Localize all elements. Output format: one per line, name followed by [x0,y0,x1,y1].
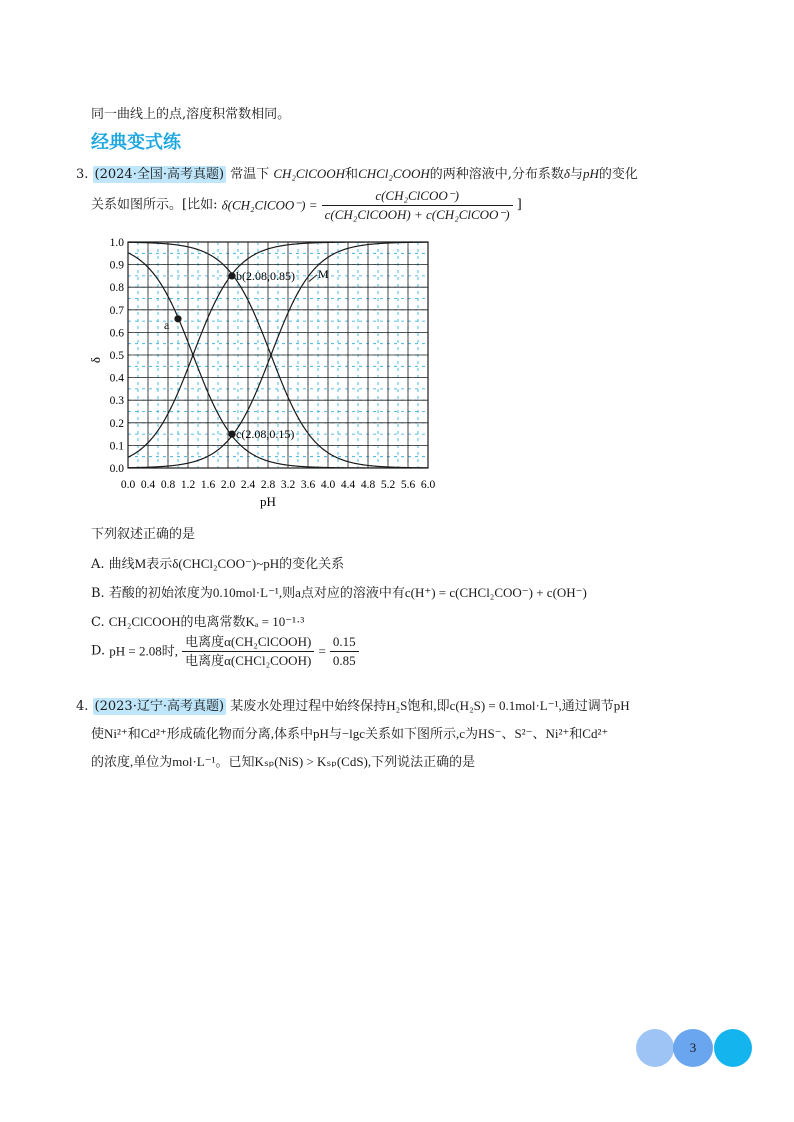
value-numerator: 0.15 [330,633,359,652]
y-axis-label: δ [88,356,103,364]
distribution-chart [88,230,450,515]
option-text: CH₂ClCOOH的电离常数Kₐ = 10⁻¹·³ [108,614,305,629]
y-tick-labels [110,237,125,475]
option-letter: B. [91,586,105,601]
option-letter: A. [91,557,105,572]
y-tick-label: 0.2 [109,417,124,430]
delta-symbol: δ [563,166,570,181]
y-tick-label: 0.9 [109,259,124,272]
point-label: c(2.08,0.15) [236,427,295,442]
x-tick-label: 3.6 [300,479,316,491]
question-4-line2: 使Ni²⁺和Cd²⁺形成硫化物而分离,体系中pH与−lgc关系如下图所示,c为HS⁻、S²⁻、Ni²⁺和Cd²⁺ [91,726,609,741]
text: 和 [345,167,359,182]
option-letter: D. [91,643,106,659]
point-label: b(2.08,0.85) [236,268,295,283]
point-label: a [164,317,170,332]
text: 与 [569,167,583,182]
page-number-badge [673,1029,713,1067]
option-a[interactable] [91,553,344,572]
curve-label: M [318,267,329,282]
x-tick-label: 1.6 [200,479,216,491]
text: 的变化 [598,167,638,182]
text: ] [516,197,522,213]
y-tick-label: 0.3 [109,395,124,408]
option-b[interactable] [91,582,587,601]
text: 关系如图所示。[比如: [91,197,218,213]
question-3-line1 [76,163,638,182]
x-tick-label: 2.0 [220,479,236,491]
y-tick-label: 0.1 [109,440,124,453]
question-number: 3. [76,167,89,182]
ratio-numerator: 电离度α(CH₂ClCOOH) [182,633,314,652]
x-tick-label: 1.2 [180,479,196,491]
acid-2: CHCl₂COOH [358,166,430,181]
x-tick-label: 4.4 [340,479,356,491]
page-badge-left-circle [636,1029,674,1067]
option-c[interactable] [91,611,304,630]
value-ratio [330,633,359,670]
y-tick-label: 0.0 [109,463,124,475]
top-line: 同一曲线上的点,溶度积常数相同。 [91,107,291,122]
question-4-line1 [76,695,630,714]
x-tick-label: 5.6 [400,479,416,491]
data-point [228,272,235,279]
option-d[interactable] [91,633,359,670]
equals-sign: = [318,643,326,659]
question-3-formula-line [91,187,522,224]
option-text: 若酸的初始浓度为0.10mol·L⁻¹,则a点对应的溶液中有c(H⁺) = c(CHCl₂COO⁻) + c(OH⁻) [108,585,587,600]
option-text: 曲线M表示δ(CHCl₂COO⁻)~pH的变化关系 [108,556,345,571]
question-3-prompt: 下列叙述正确的是 [91,527,196,542]
x-tick-label: 0.4 [140,479,156,491]
x-tick-label: 0.8 [160,479,176,491]
option-text: pH = 2.08时, [109,643,178,659]
y-tick-label: 0.5 [109,350,124,362]
data-point [228,431,235,438]
page-number: 3 [689,1040,697,1055]
formula-numerator: c(CH₂ClCOO⁻) [322,187,513,206]
y-tick-label: 0.8 [109,282,124,295]
formula-lhs: δ(CH₂ClCOO⁻) = [221,197,318,213]
ionization-ratio [182,633,314,670]
text: 的两种溶液中,分布系数 [429,167,564,182]
value-denominator: 0.85 [332,653,356,668]
formula-denominator: c(CH₂ClCOOH) + c(CH₂ClCOO⁻) [324,207,510,222]
x-tick-label: 4.8 [360,479,376,491]
text: 某废水处理过程中始终保持H₂S饱和,即c(H₂S) = 0.1mol·L⁻¹,通过调节pH [230,698,630,713]
ratio-denominator: 电离度α(CHCl₂COOH) [185,653,312,668]
x-tick-label: 3.2 [280,479,296,491]
x-tick-label: 5.2 [380,479,396,491]
ph-symbol: pH [582,166,599,181]
acid-1: CH₂ClCOOH [273,166,346,181]
question-number: 4. [76,699,89,714]
section-title: 经典变式练 [91,132,181,153]
y-tick-label: 0.7 [109,304,124,317]
x-axis-label: pH [260,494,276,509]
question-source-tag: (2023·辽宁·高考真题) [94,699,225,714]
page-badge-right-circle [714,1029,752,1067]
y-tick-label: 0.4 [109,372,124,385]
x-tick-label: 6.0 [420,479,436,491]
y-tick-label: 1.0 [109,237,124,249]
x-tick-label: 4.0 [320,479,336,491]
option-letter: C. [91,615,105,630]
x-tick-labels [121,479,436,491]
x-tick-label: 0.0 [120,479,136,491]
x-tick-label: 2.4 [240,479,256,491]
formula-fraction [322,187,513,224]
x-tick-label: 2.8 [260,479,276,491]
question-source-tag: (2024·全国·高考真题) [94,167,225,182]
text: 常温下 [230,167,270,182]
data-point [174,315,181,322]
question-4-line3: 的浓度,单位为mol·L⁻¹。已知Kₛₚ(NiS) > Kₛₚ(CdS),下列说法正确的是 [91,754,476,769]
y-tick-label: 0.6 [109,327,124,340]
